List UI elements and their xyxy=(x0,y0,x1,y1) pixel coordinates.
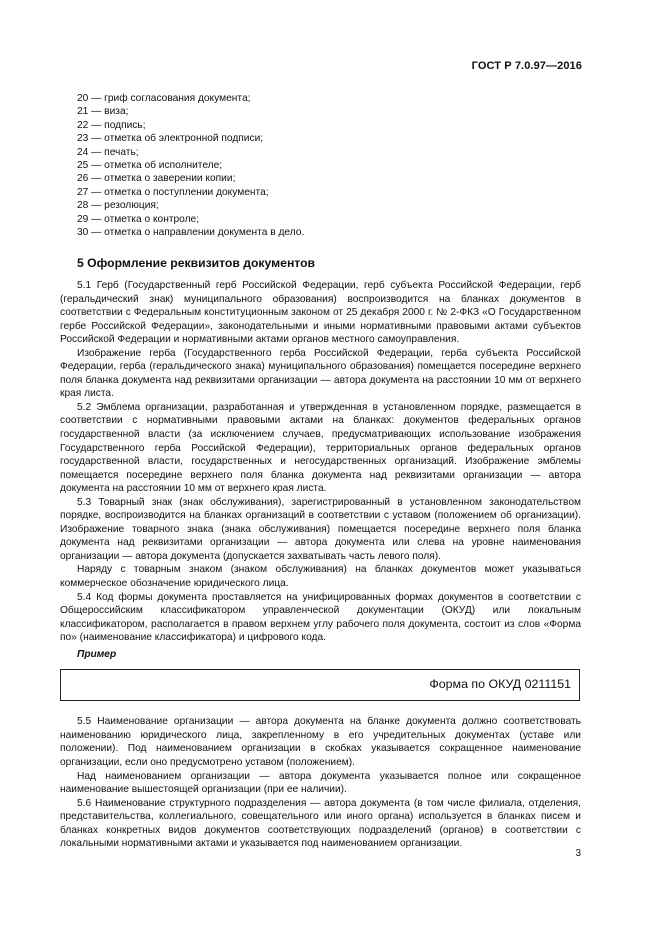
section-title: 5 Оформление реквизитов документов xyxy=(77,256,316,270)
list-item: 20 — гриф согласования документа; xyxy=(77,93,251,104)
paragraph: 5.4 Код формы документа проставляется на унифицированных формах документов в соответствии с Общероссийским классификатором управленческой документации (ОКУД) или локальным классификатором, располагается в правом верхнем углу рабочего поля документа, состоит из слов «Форма по» (наименование классификатора) и цифрового кода. xyxy=(60,591,581,644)
list-item: 30 — отметка о направлении документа в дело. xyxy=(77,227,305,239)
paragraph: 5.5 Наименование организации — автора документа на бланке документа должно соответствовать наименованию юридического лица, закрепленному в его учредительных документах (уставе или положении). Под наименованием организации в скобках указывается сокращенное наименование организации, если оно предусмотрено уставом (положением). xyxy=(60,716,581,768)
requisites-list xyxy=(77,92,587,239)
list-item: 26 — отметка о заверении копии; xyxy=(77,173,236,185)
list-item: 23 — отметка об электронной подписи; xyxy=(77,133,264,145)
page-number: 3 xyxy=(575,848,581,859)
paragraph: 5.6 Наименование структурного подразделения — автора документа (в том числе филиала, отделения, представительства, коллегиального, совещательного или иного органа) используется в бланках писем и бланках конкретных видов документов соответствующих подразделений (органов) в соответствии с локальными нормативными актами и указывается под наименованием организации. xyxy=(60,797,581,850)
list-item: 22 — подпись; xyxy=(77,119,146,131)
document-code-header: ГОСТ Р 7.0.97—2016 xyxy=(471,60,582,72)
example-okud-box xyxy=(60,669,580,701)
paragraph: 5.1 Герб (Государственный герб Российской Федерации, герб субъекта Российской Федерации, герб (геральдический знак) муниципального образования) воспроизводится на бланках документов в соответствии с Федеральным конституционным законом от 25 декабря 2000 г. № 2-ФКЗ «О Государственном гербе Российской Федерации», законодательными и иными нормативными правовыми актами субъектов Российской Федерации и нормативными актами органов местного самоуправления. xyxy=(60,280,581,346)
list-item: 24 — печать; xyxy=(77,146,139,158)
list-item: 28 — резолюция; xyxy=(77,200,159,212)
paragraph: Над наименованием организации — автора документа указывается полное или сокращенное наименование вышестоящей организации (при ее наличии). xyxy=(60,770,581,796)
paragraph: 5.3 Товарный знак (знак обслуживания), зарегистрированный в установленном законодательством порядке, воспроизводится на бланках организаций в соответствии с уставом (положением об организации). Изображение товарного знака (знака обслуживания) помещается посередине верхнего поля бланка документа над реквизитами организации — автора документа или слева на уровне наименования организации — автора документа (допускается захватывать часть левого поля). xyxy=(60,496,581,562)
list-item: 27 — отметка о поступлении документа; xyxy=(77,186,269,198)
okud-form-code: Форма по ОКУД 0211151 xyxy=(429,677,571,692)
section-body xyxy=(60,279,581,851)
list-item: 29 — отметка о контроле; xyxy=(77,213,200,225)
paragraph: 5.2 Эмблема организации, разработанная и утвержденная в установленном порядке, размещается в соответствии с нормативными правовыми актами на бланках: документов федеральных органов государственной власти (за исключением случаев, предусматривающих использование изображения Государственного герба Российской Федерации), территориальных органов федеральных органов государственной власти, государственных и негосударственных организаций. Изображение эмблемы помещается посередине верхнего поля бланка документа над реквизитами организации — автора документа на расстоянии 10 мм от верхнего края листа. xyxy=(60,401,581,495)
paragraph: Наряду с товарным знаком (знаком обслуживания) на бланках документов может указываться коммерческое обозначение юридического лица. xyxy=(60,564,581,590)
paragraph: Изображение герба (Государственного герба Российской Федерации, герба субъекта Российской Федерации, герба (геральдического знака) муниципального образования) помещается посередине верхнего поля бланка документа над реквизитами организации — автора документа на расстоянии 10 мм от верхнего края листа. xyxy=(60,347,581,400)
list-item: 21 — виза; xyxy=(77,106,129,118)
example-label: Пример xyxy=(77,648,117,660)
list-item: 25 — отметка об исполнителе; xyxy=(77,160,223,172)
